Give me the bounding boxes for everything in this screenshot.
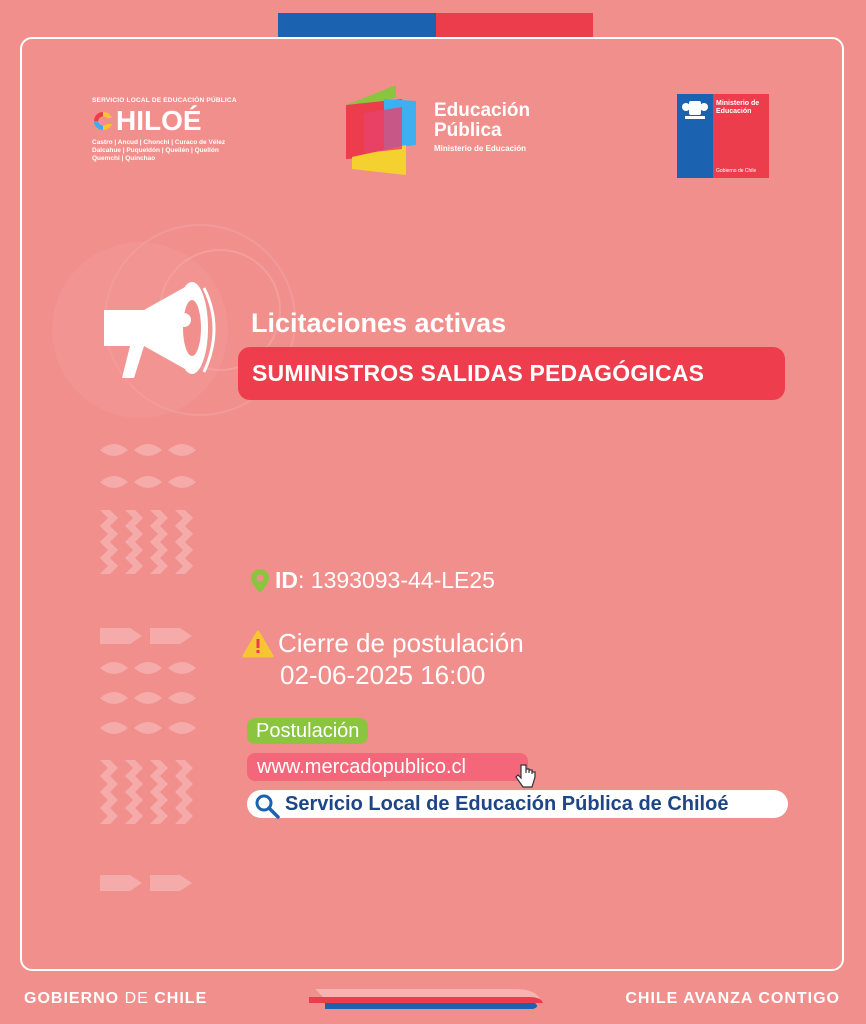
educacion-publica-mark-icon [344,83,424,178]
id-label: ID [275,567,298,593]
slep-chiloe-logo [92,97,262,163]
chiloe-c-logo-icon [92,110,114,132]
warning-icon [242,630,274,658]
id-value: : 1393093-44-LE25 [298,567,495,593]
cierre-label: Cierre de postulación [278,628,524,658]
subtitle-pill: SUMINISTROS SALIDAS PEDAGÓGICAS [238,347,785,400]
slep-comunas: Castro | Ancud | Chonchi | Curaco de Vélez Dalcahue | Puqueldón | Queilén | Quellón Quemchi | Quinchao [92,139,226,162]
edu-line1: Educación [434,100,531,121]
cursor-hand-icon [514,763,536,789]
postulacion-badge: Postulación [247,718,368,744]
cierre-block [242,628,524,691]
top-flag-stripe [278,13,593,37]
coat-of-arms-icon [681,97,709,121]
slep-name: HILOÉ [92,106,262,136]
page-title: Licitaciones activas [251,308,507,338]
educacion-publica-logo [344,83,564,178]
id-row [251,567,495,594]
search-text: Servicio Local de Educación Pública de Chiloé [285,792,729,815]
edu-line2: Pública [434,120,502,141]
footer-slogan: CHILE AVANZA CONTIGO [625,990,840,1007]
slep-pre: SERVICIO LOCAL DE EDUCACIÓN PÚBLICA [92,97,237,104]
footer-gobierno: GOBIERNO DE CHILE [24,990,208,1007]
magnifier-icon [253,792,281,820]
ministerio-educacion-logo: Ministerio de Educación Gobierno de Chile [677,94,769,178]
search-bar[interactable] [247,790,788,818]
website-link[interactable]: www.mercadopublico.cl [247,753,528,781]
cierre-date: 02-06-2025 16:00 [280,660,486,690]
footer-flag-stripe [305,983,545,1013]
edu-line3: Ministerio de Educación [434,144,527,153]
megaphone-icon [100,276,225,386]
location-pin-icon [251,569,269,593]
